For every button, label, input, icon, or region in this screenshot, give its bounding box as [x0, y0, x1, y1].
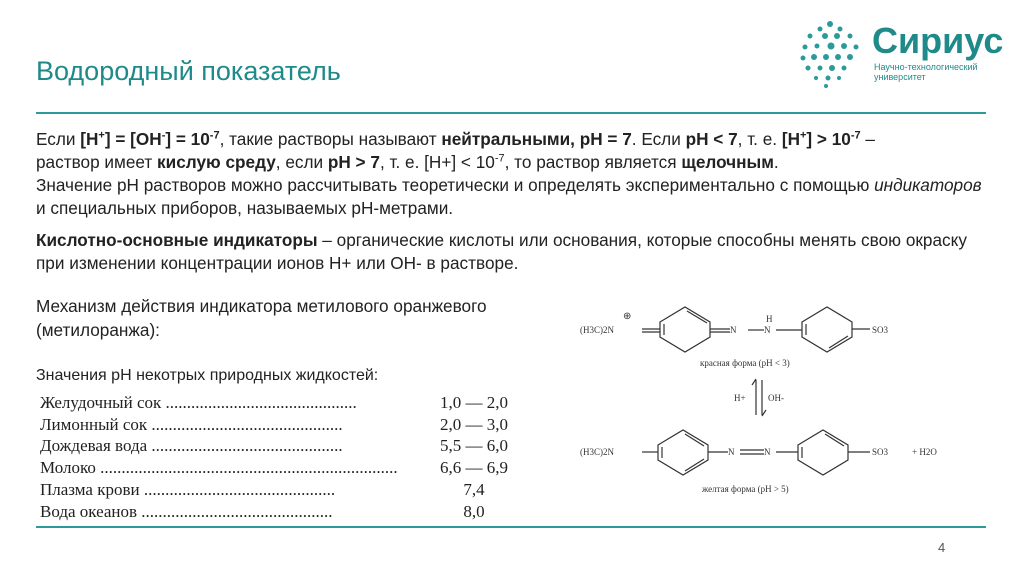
ph-value: 5,5 — 6,0 — [440, 436, 508, 456]
table-row — [40, 436, 520, 458]
dimethylamino-group: (H3C)2N — [580, 325, 614, 335]
table-row — [40, 392, 520, 414]
liquid-name: Молоко ...................................................................... — [40, 458, 398, 478]
logo-subtitle: Научно-технологический университет — [874, 62, 978, 82]
sulfonate-group: SO3 — [872, 325, 889, 335]
values-title: Значения рН некотрых природных жидкостей: — [36, 367, 379, 384]
mechanism-title: Механизм действия индикатора метилового оранжевого (метилоранжа): — [36, 296, 487, 340]
n-atom: N — [730, 325, 737, 335]
table-row — [40, 501, 520, 523]
plus-charge: ⊕ — [623, 311, 632, 322]
yellow-form-structure — [642, 430, 870, 475]
n-atom: N — [764, 325, 771, 335]
liquid-name: Лимонный сок ............................................. — [40, 414, 343, 434]
dimethylamino-group: (H3C)2N — [580, 447, 614, 457]
yellow-form-caption: желтая форма (рН > 5) — [702, 484, 789, 494]
slide-title: Водородный показатель — [36, 56, 341, 86]
table-row — [40, 457, 520, 479]
liquid-name: Желудочный сок ............................................. — [40, 392, 357, 412]
n-atom: N — [728, 447, 735, 457]
ph-value: 6,6 — 6,9 — [440, 458, 508, 478]
body-text — [36, 128, 996, 275]
methyl-orange-mechanism-diagram — [580, 295, 980, 515]
equilibrium-arrows — [752, 379, 766, 416]
sirius-dots-icon — [796, 20, 866, 90]
ph-value: 8,0 — [463, 501, 485, 521]
liquid-name: Вода океанов ............................................. — [40, 501, 333, 521]
oh-minus-label: OH- — [768, 393, 784, 403]
red-form-caption: красная форма (рН < 3) — [700, 358, 790, 368]
page-number: 4 — [938, 540, 946, 555]
nh-hydrogen: H — [766, 314, 773, 324]
sulfonate-group: SO3 — [872, 447, 889, 457]
footer-divider — [36, 526, 986, 528]
n-atom: N — [764, 447, 771, 457]
paragraph-indicators: Кислотно-основные индикаторы – органические кислоты или основания, которые способны менять свою окраску при изменении концентрации ионов Н+ или ОН- в растворе. — [36, 230, 967, 273]
table-row — [40, 479, 520, 501]
ph-value: 2,0 — 3,0 — [440, 414, 508, 434]
ph-values-table — [40, 392, 520, 523]
title-divider — [36, 112, 986, 114]
ph-value: 1,0 — 2,0 — [440, 392, 508, 412]
h-plus-label: H+ — [734, 393, 746, 403]
paragraph-neutral: Если $[H^+] = [OH^-] = 10^{-7}$, такие растворы называют нейтральными, рН = 7. Если рН < 7, т. е. $[H^+] > 10^{-7}$ – раствор имеет кислую среду, если рН > 7, т. е. $[H+] < 10^{-7}$, то раствор является щелочным. — [36, 129, 875, 172]
logo-name: Сириус — [872, 20, 1004, 61]
liquid-name: Дождевая вода ............................................. — [40, 436, 343, 456]
sirius-logo — [796, 20, 1006, 90]
ph-value: 7,4 — [463, 480, 485, 500]
liquid-name: Плазма крови ............................................. — [40, 480, 336, 500]
water-product: + H2O — [912, 447, 937, 457]
table-row — [40, 414, 520, 436]
paragraph-ph-measure: Значение рН растворов можно рассчитывать теоретически и определять экспериментально с помощью индикаторов и специальных приборов, называемых рН-метрами. — [36, 175, 982, 218]
red-form-structure — [642, 307, 870, 352]
